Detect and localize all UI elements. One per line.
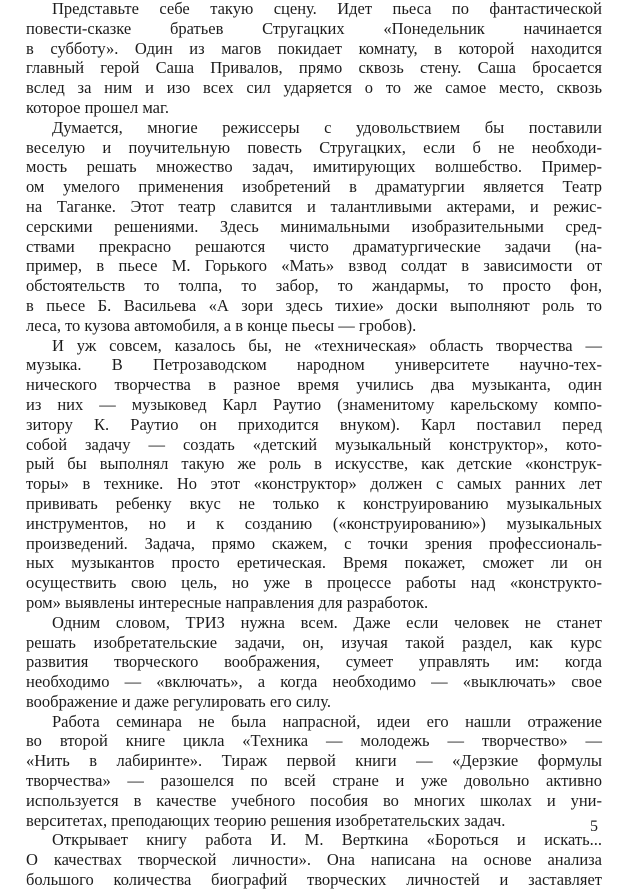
- text-line: рый бы выполнял такую же роль в искусстве, как детские «конструк-: [26, 454, 602, 474]
- text-line: произведений. Задача, прямо скажем, с точки зрения профессиональ-: [26, 533, 602, 553]
- text-line: большого количества биографий творческих личностей и заставляет: [26, 870, 602, 890]
- page-body: [26, 0, 602, 890]
- text-line: воображение и даже регулировать его силу.: [26, 691, 331, 711]
- text-line: Представьте себе такую сцену. Идет пьеса по фантастической: [52, 0, 602, 18]
- text-line: вслед за ним и изо всех сил ударяется о то же самое место, сквозь: [26, 78, 602, 98]
- text-line: торы» в технике. Но этот «конструктор» должен с самых ранних лет: [26, 474, 602, 494]
- text-line: решать изобретательские задачи, он, изучая такой раздел, как курс: [26, 632, 602, 652]
- text-line: ром» выявлены интересные направления для разработок.: [26, 592, 429, 612]
- page-number: 5: [590, 818, 598, 835]
- text-line: во второй книге цикла «Техника — молодежь — творчество» —: [26, 731, 602, 751]
- paragraph: [26, 0, 602, 118]
- paragraph: [26, 712, 602, 831]
- text-line: О качествах творческой личности». Она написана на основе анализа: [26, 850, 602, 870]
- text-line: собой задачу — создать «детский музыкальный конструктор», кото-: [26, 434, 602, 454]
- text-line: Работа семинара не была напрасной, идеи его нашли отражение: [52, 711, 602, 731]
- paragraph: [26, 830, 602, 889]
- text-line: Открывает книгу работа И. М. Верткина «Бороться и искать...: [52, 830, 602, 850]
- text-line: зитору К. Раутио он приходится внуком). Карл поставил перед: [26, 414, 602, 434]
- text-line: развития творческого воображения, сумеет управлять им: когда: [26, 652, 602, 672]
- paragraph: [26, 118, 602, 336]
- text-line: серскими решениями. Здесь минимальными изобразительными сред-: [26, 216, 602, 236]
- text-line: прививать ребенку вкус не только к конструированию музыкальных: [26, 493, 602, 513]
- text-line: на Таганке. Этот театр славится и талантливыми актерами, и режис-: [26, 196, 602, 216]
- text-line: верситетах, преподающих теорию решения изобретательских задач.: [26, 810, 506, 830]
- text-line: обстоятельств то толпа, то забор, то жандармы, то просто фон,: [26, 276, 602, 296]
- text-line: музыка. В Петрозаводском народном университете научно-тех-: [26, 355, 602, 375]
- text-line: из них — музыковед Карл Раутио (знаменитому карельскому компо-: [26, 394, 602, 414]
- text-line: ствами прекрасно решаются чисто драматургические задачи (на-: [26, 236, 602, 256]
- text-line: которое прошел маг.: [26, 97, 170, 117]
- text-line: леса, то кузова автомобиля, а в конце пьесы — гробов).: [26, 315, 417, 335]
- text-line: мость решать множество задач, имитирующих волшебство. Пример-: [26, 157, 602, 177]
- text-line: в пьесе Б. Васильева «А зори здесь тихие» доски выполняют роль то: [26, 295, 602, 315]
- text-line: инструментов, но и к созданию («конструированию») музыкальных: [26, 513, 602, 533]
- text-line: И уж совсем, казалось бы, не «техническая» область творчества —: [52, 335, 602, 355]
- text-line: Думается, многие режиссеры с удовольствием бы поставили: [52, 117, 602, 137]
- paragraph: [26, 613, 602, 712]
- text-line: используется в качестве учебного пособия во многих школах и уни-: [26, 790, 602, 810]
- paragraph: [26, 336, 602, 613]
- text-line: главный герой Саша Привалов, прямо сквозь стену. Саша бросается: [26, 58, 602, 78]
- text-line: повести-сказке братьев Стругацких «Понедельник начинается: [26, 18, 602, 38]
- text-line: «Нить в лабиринте». Тираж первой книги — «Дерзкие формулы: [26, 751, 602, 771]
- text-line: необходимо — «включать», а когда необходимо — «выключать» свое: [26, 672, 602, 692]
- text-line: Одним словом, ТРИЗ нужна всем. Даже если человек не станет: [52, 612, 602, 632]
- text-line: ом умелого применения изобретений в драматургии является Театр: [26, 177, 602, 197]
- text-line: веселую и поучительную повесть Стругацких, если б не необходи-: [26, 137, 602, 157]
- text-line: творчества» — разошелся по всей стране и уже довольно активно: [26, 771, 602, 791]
- text-line: нического творчества в разное время учились два музыканта, один: [26, 375, 602, 395]
- text-line: осуществить свою цель, но уже в процессе работы над «конструкто-: [26, 573, 602, 593]
- text-line: пример, в пьесе М. Горького «Мать» взвод солдат в зависимости от: [26, 256, 602, 276]
- text-line: в субботу». Один из магов покидает комнату, в которой находится: [26, 38, 602, 58]
- text-line: ных музыкантов просто еретическая. Время покажет, сможет ли он: [26, 553, 602, 573]
